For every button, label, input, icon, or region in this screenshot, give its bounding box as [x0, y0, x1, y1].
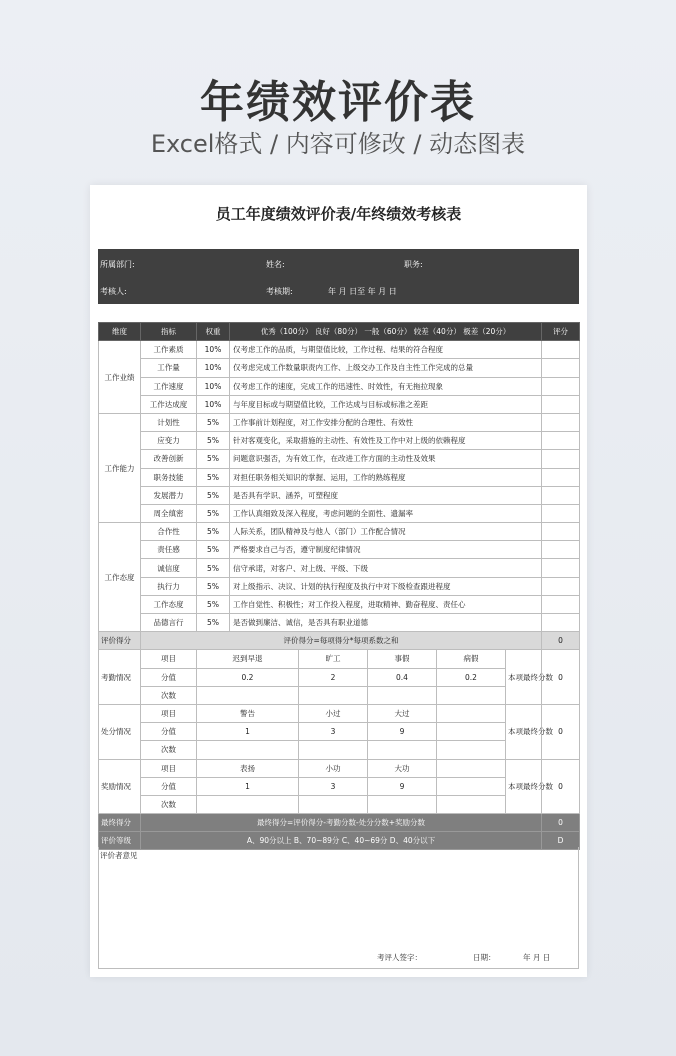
indicator-weight: 10%: [197, 359, 230, 377]
score-cell[interactable]: [542, 577, 580, 595]
indicator-name: 执行力: [141, 577, 197, 595]
score-cell[interactable]: [542, 377, 580, 395]
score-cell[interactable]: [542, 523, 580, 541]
adjust-value: 9: [368, 723, 437, 741]
indicator-description: 信守承诺，对客户、对上级、平级、下级: [230, 559, 542, 577]
adjust-item-row: [99, 759, 580, 777]
indicator-description: 工作事前计划程度，对工作安排分配的合理性、有效性: [230, 413, 542, 431]
indicator-row: [99, 395, 580, 413]
adjust-item: 表扬: [197, 759, 299, 777]
score-cell[interactable]: [542, 541, 580, 559]
group-name: 工作能力: [99, 413, 141, 522]
indicator-name: 品德言行: [141, 614, 197, 632]
adjust-row-label: 次数: [141, 795, 197, 813]
indicator-row: [99, 432, 580, 450]
adjust-item: 小过: [299, 704, 368, 722]
group-name: 工作态度: [99, 523, 141, 632]
comments-label: 评价者意见: [100, 851, 138, 860]
indicator-weight: 5%: [197, 486, 230, 504]
group-name: 工作业绩: [99, 341, 141, 414]
indicator-weight: 5%: [197, 413, 230, 431]
adjust-row-label: 项目: [141, 704, 197, 722]
indicator-description: 仅考虑工作的品质，与期望值比较，工作过程、结果的符合程度: [230, 341, 542, 359]
adjust-row-label: 项目: [141, 759, 197, 777]
table-header-row: [99, 323, 580, 341]
indicator-row: [99, 523, 580, 541]
adjust-group-name: 处分情况: [99, 704, 141, 759]
adjust-item: 事假: [368, 650, 437, 668]
name-label: 姓名:: [266, 260, 285, 269]
adjust-value: 3: [299, 777, 368, 795]
indicator-weight: 5%: [197, 450, 230, 468]
adjust-count-input[interactable]: [368, 686, 437, 704]
indicator-row: [99, 450, 580, 468]
adjust-item: [437, 759, 506, 777]
adjust-count-input[interactable]: [197, 795, 299, 813]
adjust-value: 9: [368, 777, 437, 795]
indicator-description: 仅考虑完成工作数量职责内工作、上级交办工作及自主性工作完成的总量: [230, 359, 542, 377]
sheet-title: 员工年度绩效评价表/年终绩效考核表: [215, 205, 462, 223]
indicator-name: 工作素质: [141, 341, 197, 359]
indicator-weight: 5%: [197, 614, 230, 632]
score-cell[interactable]: [542, 450, 580, 468]
indicator-description: 问题意识强否，为有效工作，在改进工作方面的主动性及效果: [230, 450, 542, 468]
spreadsheet-preview: [90, 185, 587, 977]
score-cell[interactable]: [542, 614, 580, 632]
score-cell[interactable]: [542, 595, 580, 613]
adjust-item: 旷工: [299, 650, 368, 668]
indicator-name: 诚信度: [141, 559, 197, 577]
eval-score-formula: 评价得分=每项得分*每项系数之和: [141, 632, 542, 650]
indicator-row: [99, 504, 580, 522]
adjust-value: 1: [197, 723, 299, 741]
indicator-description: 是否做到廉洁、诚信，是否具有职业道德: [230, 614, 542, 632]
adjust-item: 小功: [299, 759, 368, 777]
adjust-row-label: 次数: [141, 686, 197, 704]
adjust-final-label: 本项最终分数: [506, 759, 542, 814]
adjust-value: 3: [299, 723, 368, 741]
header-weight: 权重: [197, 323, 230, 341]
adjust-final-label: 本项最终分数: [506, 650, 542, 705]
adjust-item-row: [99, 704, 580, 722]
period-label: 考核期:: [266, 287, 293, 296]
indicator-weight: 5%: [197, 468, 230, 486]
adjust-item: 迟到早退: [197, 650, 299, 668]
hero-subtitle: Excel格式 / 内容可修改 / 动态图表: [150, 130, 526, 158]
indicator-description: 工作自觉性、积极性；对工作投入程度，进取精神、勤奋程度、责任心: [230, 595, 542, 613]
indicator-weight: 10%: [197, 377, 230, 395]
indicator-name: 合作性: [141, 523, 197, 541]
grade-value: D: [542, 832, 580, 850]
adjust-final-label: 本项最终分数: [506, 704, 542, 759]
indicator-name: 工作速度: [141, 377, 197, 395]
indicator-weight: 5%: [197, 577, 230, 595]
adjust-count-input[interactable]: [437, 686, 506, 704]
adjust-group-name: 考勤情况: [99, 650, 141, 705]
indicator-weight: 5%: [197, 595, 230, 613]
adjust-row-label: 次数: [141, 741, 197, 759]
adjust-final-value: 0: [542, 704, 580, 759]
eval-score-row: [99, 632, 580, 650]
period-value: 年 月 日至 年 月 日: [328, 287, 397, 296]
eval-score-value: 0: [542, 632, 580, 650]
adjust-count-input[interactable]: [368, 795, 437, 813]
indicator-row: [99, 413, 580, 431]
indicator-row: [99, 468, 580, 486]
adjust-item: 警告: [197, 704, 299, 722]
adjust-count-input[interactable]: [197, 686, 299, 704]
indicator-weight: 10%: [197, 341, 230, 359]
adjust-final-value: 0: [542, 650, 580, 705]
header-dimension: 维度: [99, 323, 141, 341]
indicator-name: 周全缜密: [141, 504, 197, 522]
indicator-weight: 5%: [197, 523, 230, 541]
adjust-group-name: 奖励情况: [99, 759, 141, 814]
indicator-name: 改善创新: [141, 450, 197, 468]
adjust-count-input[interactable]: [299, 686, 368, 704]
score-cell[interactable]: [542, 504, 580, 522]
indicator-description: 工作认真细致及深入程度，考虑问题的全面性、遗漏率: [230, 504, 542, 522]
adjust-value: 1: [197, 777, 299, 795]
info-header: [98, 249, 579, 304]
score-cell[interactable]: [542, 413, 580, 431]
indicator-row: [99, 341, 580, 359]
adjust-value: 0.4: [368, 668, 437, 686]
eval-score-label: 评价得分: [99, 632, 141, 650]
comments-section: [98, 847, 579, 969]
adjust-count-input[interactable]: [299, 741, 368, 759]
header-score: 评分: [542, 323, 580, 341]
adjust-item: [437, 704, 506, 722]
indicator-row: [99, 577, 580, 595]
dept-label: 所属部门:: [100, 260, 135, 269]
indicator-name: 应变力: [141, 432, 197, 450]
final-score-formula: 最终得分=评价得分-考勤分数-处分分数+奖励分数: [141, 814, 542, 832]
evaluation-table: [98, 322, 580, 850]
indicator-name: 责任感: [141, 541, 197, 559]
indicator-row: [99, 486, 580, 504]
score-cell[interactable]: [542, 432, 580, 450]
final-score-row: [99, 814, 580, 832]
indicator-weight: 5%: [197, 541, 230, 559]
header-grading: 优秀（100分） 良好（80分） 一般（60分） 较差（40分） 极差（20分）: [230, 323, 542, 341]
date-value: 年 月 日: [523, 953, 551, 962]
final-score-label: 最终得分: [99, 814, 141, 832]
indicator-name: 职务技能: [141, 468, 197, 486]
indicator-description: 是否具有学识、涵养，可塑程度: [230, 486, 542, 504]
indicator-description: 人际关系，团队精神及与他人（部门）工作配合情况: [230, 523, 542, 541]
signature-label: 考评人签字：: [377, 953, 422, 962]
assessor-label: 考核人:: [100, 287, 127, 296]
indicator-description: 对担任职务相关知识的掌握、运用，工作的熟练程度: [230, 468, 542, 486]
indicator-description: 对上级指示、决议、计划的执行程度及执行中对下级检查跟进程度: [230, 577, 542, 595]
grade-criteria: A、90分以上 B、70~89分 C、40~69分 D、40分以下: [141, 832, 542, 850]
indicator-weight: 5%: [197, 559, 230, 577]
adjust-item: 大过: [368, 704, 437, 722]
adjust-final-value: 0: [542, 759, 580, 814]
score-cell[interactable]: [542, 559, 580, 577]
adjust-count-input[interactable]: [299, 795, 368, 813]
hero-title: 年绩效评价表: [200, 77, 476, 128]
adjust-count-input[interactable]: [197, 741, 299, 759]
indicator-description: 仅考虑工作的速度，完成工作的迅速性、时效性，有无拖拉现象: [230, 377, 542, 395]
score-cell[interactable]: [542, 395, 580, 413]
position-label: 职务:: [404, 260, 423, 269]
adjust-item: 大功: [368, 759, 437, 777]
adjust-count-input[interactable]: [437, 741, 506, 759]
indicator-weight: 5%: [197, 504, 230, 522]
indicator-row: [99, 559, 580, 577]
indicator-name: 工作量: [141, 359, 197, 377]
score-cell[interactable]: [542, 359, 580, 377]
adjust-row-label: 分值: [141, 668, 197, 686]
adjust-row-label: 分值: [141, 723, 197, 741]
adjust-item-row: [99, 650, 580, 668]
indicator-name: 工作达成度: [141, 395, 197, 413]
adjust-row-label: 分值: [141, 777, 197, 795]
indicator-name: 计划性: [141, 413, 197, 431]
adjust-value: [437, 723, 506, 741]
score-cell[interactable]: [542, 468, 580, 486]
indicator-description: 针对客观变化，采取措施的主动性、有效性及工作中对上级的依赖程度: [230, 432, 542, 450]
indicator-row: [99, 377, 580, 395]
indicator-name: 工作态度: [141, 595, 197, 613]
indicator-row: [99, 359, 580, 377]
final-score-value: 0: [542, 814, 580, 832]
adjust-value: [437, 777, 506, 795]
indicator-weight: 5%: [197, 432, 230, 450]
adjust-value: 0.2: [197, 668, 299, 686]
score-cell[interactable]: [542, 341, 580, 359]
indicator-row: [99, 614, 580, 632]
indicator-weight: 10%: [197, 395, 230, 413]
adjust-count-input[interactable]: [437, 795, 506, 813]
indicator-description: 与年度目标或与期望值比较，工作达成与目标或标准之差距: [230, 395, 542, 413]
adjust-value: 2: [299, 668, 368, 686]
score-cell[interactable]: [542, 486, 580, 504]
adjust-row-label: 项目: [141, 650, 197, 668]
indicator-name: 发展潜力: [141, 486, 197, 504]
indicator-row: [99, 541, 580, 559]
indicator-row: [99, 595, 580, 613]
indicator-description: 严格要求自己与否，遵守制度纪律情况: [230, 541, 542, 559]
grade-label: 评价等级: [99, 832, 141, 850]
date-label: 日期：: [473, 953, 496, 962]
adjust-count-input[interactable]: [368, 741, 437, 759]
adjust-item: 病假: [437, 650, 506, 668]
header-indicator: 指标: [141, 323, 197, 341]
adjust-value: 0.2: [437, 668, 506, 686]
